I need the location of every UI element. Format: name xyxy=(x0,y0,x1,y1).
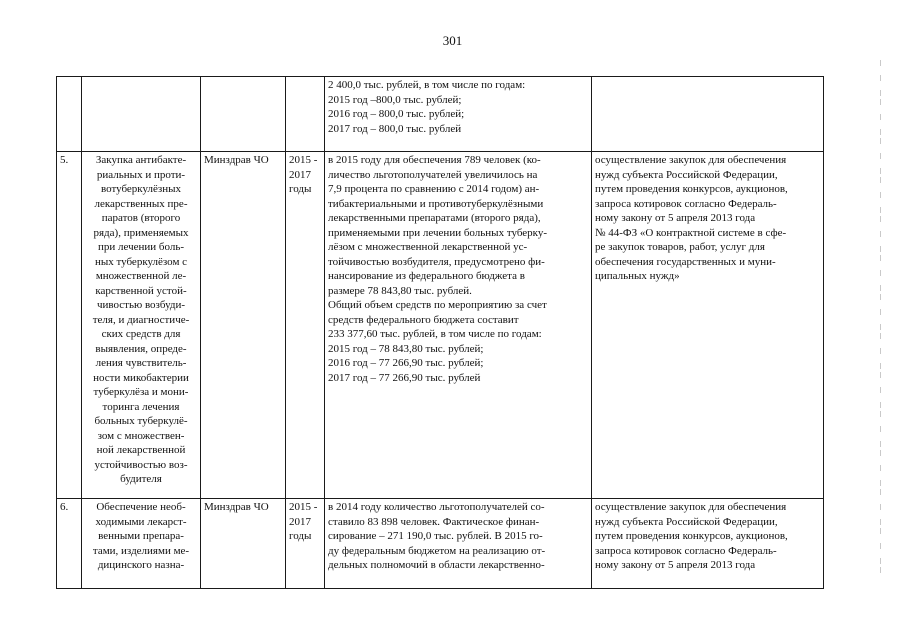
scan-mark xyxy=(880,528,881,534)
text-line: ставило 83 898 человек. Фактическое финан- xyxy=(328,515,540,528)
scan-mark xyxy=(880,75,881,81)
period xyxy=(286,77,325,152)
name-line: будителя xyxy=(120,473,162,485)
scan-mark xyxy=(880,216,881,222)
name-line: венными препара- xyxy=(98,530,184,542)
text-line: дельных полномочий в области лекарственно- xyxy=(328,559,545,571)
text-line: тибактериальными и противотуберкулёзными xyxy=(328,197,544,210)
period xyxy=(286,152,325,499)
text-line: размере 78 843,80 тыс. рублей. xyxy=(328,284,472,297)
name-line: чивостью возбуди- xyxy=(96,299,186,311)
scan-mark xyxy=(880,543,881,549)
measure-name xyxy=(82,77,201,152)
method-line: обеспечения государственных и муни- xyxy=(595,255,776,268)
scan-mark xyxy=(880,363,881,369)
name-line: торинга лечения xyxy=(102,400,180,413)
method-line: путем проведения конкурсов, аукционов, xyxy=(595,530,788,542)
executor: Минздрав ЧО xyxy=(201,499,286,589)
scan-mark xyxy=(880,168,881,174)
scan-mark xyxy=(880,138,881,144)
scan-mark xyxy=(880,309,881,315)
scan-mark xyxy=(880,567,881,573)
scan-mark xyxy=(880,411,881,417)
scan-mark xyxy=(880,324,881,330)
name-line: ных туберкулёзом с xyxy=(94,255,188,268)
row-number: 5. xyxy=(57,152,82,499)
text-line: 2016 год – 800,0 тыс. рублей; xyxy=(328,108,465,120)
scan-mark xyxy=(880,480,881,486)
scan-mark xyxy=(880,246,881,252)
implementation-method xyxy=(592,499,824,589)
scan-mark xyxy=(880,294,881,300)
text-line: ду федеральным бюджетом на реализацию от- xyxy=(328,544,546,557)
measure-description xyxy=(325,152,592,499)
text-line: применяемыми при лечении больных туберку- xyxy=(328,226,548,239)
scan-mark xyxy=(880,372,881,378)
method-line: осуществление закупок для обеспечения xyxy=(595,154,787,166)
name-line: ной лекарственной xyxy=(96,444,186,456)
text-line: 7,9 процента по сравнению с 2014 годом) ан- xyxy=(328,183,540,195)
method-line: нужд субъекта Российской Федерации, xyxy=(595,515,778,528)
text-line: 2015 год – 78 843,80 тыс. рублей; xyxy=(328,342,484,355)
scan-mark xyxy=(880,192,881,198)
text-line: 2 400,0 тыс. рублей, в том числе по годам: xyxy=(328,79,526,91)
scan-mark xyxy=(880,426,881,432)
measure-description xyxy=(325,499,592,589)
executor: Минздрав ЧО xyxy=(201,152,286,499)
scan-mark xyxy=(880,285,881,291)
table-row xyxy=(57,77,824,152)
name-line: карственной устой- xyxy=(95,284,187,297)
scan-mark xyxy=(880,441,881,447)
implementation-method xyxy=(592,152,824,499)
text-line: в 2014 году количество льготополучателей со- xyxy=(328,501,545,513)
period-line: 2015 - xyxy=(289,501,318,513)
name-line: риальных и проти- xyxy=(96,168,186,181)
program-table xyxy=(56,76,824,589)
method-line: путем проведения конкурсов, аукционов, xyxy=(595,183,788,195)
table-row xyxy=(57,499,824,589)
name-line: ления чувствитель- xyxy=(95,357,187,369)
text-line: лёзом с множественной лекарственной ус- xyxy=(328,241,528,253)
scan-mark xyxy=(880,489,881,495)
measure-description xyxy=(325,77,592,152)
name-line: ности микобактерии xyxy=(93,371,189,384)
text-line: 233 377,60 тыс. рублей, в том числе по годам: xyxy=(328,328,542,340)
scan-mark xyxy=(880,129,881,135)
name-line: Закупка антибакте- xyxy=(95,154,187,166)
scan-mark xyxy=(880,519,881,525)
name-line: вотуберкулёзных xyxy=(100,183,182,195)
row-number xyxy=(57,77,82,152)
scan-mark xyxy=(880,177,881,183)
scan-mark xyxy=(880,207,881,213)
period-line: годы xyxy=(289,530,312,542)
text-line: средств федерального бюджета составит xyxy=(328,313,519,326)
scan-mark xyxy=(880,90,881,96)
name-line: ходимыми лекарст- xyxy=(95,515,187,528)
scan-mark xyxy=(880,99,881,105)
method-line: № 44-ФЗ «О контрактной системе в сфе- xyxy=(595,226,787,239)
text-line: личество льготополучателей увеличилось на xyxy=(328,168,538,181)
name-line: туберкулёза и мони- xyxy=(93,386,189,398)
text-line: сирование – 271 190,0 тыс. рублей. В 2015 го- xyxy=(328,530,543,542)
name-line: ряда), применяемых xyxy=(93,226,189,239)
name-line: выявления, опреде- xyxy=(95,342,187,355)
name-line: Обеспечение необ- xyxy=(96,501,186,513)
name-line: паратов (второго xyxy=(101,212,181,224)
scan-mark xyxy=(880,348,881,354)
scan-mark xyxy=(880,333,881,339)
method-line: осуществление закупок для обеспечения xyxy=(595,501,787,513)
name-line: тами, изделиями ме- xyxy=(92,544,190,557)
method-line: запроса котировок согласно Федераль- xyxy=(595,544,777,557)
scan-mark xyxy=(880,387,881,393)
method-line: ному закону от 5 апреля 2013 года xyxy=(595,559,756,571)
method-line: ре закупок товаров, работ, услуг для xyxy=(595,241,765,253)
row-number: 6. xyxy=(57,499,82,589)
scan-mark xyxy=(880,114,881,120)
period xyxy=(286,499,325,589)
scan-mark xyxy=(880,231,881,237)
period-line: годы xyxy=(289,183,312,195)
scan-mark xyxy=(880,465,881,471)
name-line: теля, и диагностиче- xyxy=(92,313,190,326)
method-line: нужд субъекта Российской Федерации, xyxy=(595,168,778,181)
name-line: зом с множествен- xyxy=(97,429,185,442)
name-line: лекарственных пре- xyxy=(94,197,188,210)
scan-mark xyxy=(880,153,881,159)
text-line: Общий объем средств по мероприятию за счет xyxy=(328,299,547,311)
scan-mark xyxy=(880,60,881,66)
scan-mark xyxy=(880,402,881,408)
method-line: запроса котировок согласно Федераль- xyxy=(595,197,777,210)
scan-mark xyxy=(880,255,881,261)
method-line: ципальных нужд» xyxy=(595,270,680,282)
text-line: 2015 год –800,0 тыс. рублей; xyxy=(328,93,462,106)
implementation-method xyxy=(592,77,824,152)
name-line: больных туберкулё- xyxy=(94,415,188,427)
name-line: множественной ле- xyxy=(95,270,187,282)
name-line: при лечении боль- xyxy=(97,241,185,253)
name-line: устойчивостью воз- xyxy=(94,458,188,471)
text-line: 2017 год – 800,0 тыс. рублей xyxy=(328,122,462,135)
text-line: 2017 год – 77 266,90 тыс. рублей xyxy=(328,371,481,384)
text-line: тойчивостью возбудителя, предусмотрено фи- xyxy=(328,255,545,268)
period-line: 2015 - xyxy=(289,154,318,166)
scan-edge-marks xyxy=(876,60,888,600)
table-row xyxy=(57,152,824,499)
period-line: 2017 xyxy=(289,168,311,181)
text-line: 2016 год – 77 266,90 тыс. рублей; xyxy=(328,357,484,369)
page-number: 301 xyxy=(442,33,463,48)
executor xyxy=(201,77,286,152)
text-line: лекарственными препаратами (второго ряда), xyxy=(328,212,541,224)
measure-name xyxy=(82,152,201,499)
scan-mark xyxy=(880,558,881,564)
period-line: 2017 xyxy=(289,515,311,528)
name-line: дицинского назна- xyxy=(97,559,185,571)
measure-name xyxy=(82,499,201,589)
text-line: в 2015 году для обеспечения 789 человек (ко- xyxy=(328,154,541,166)
scan-mark xyxy=(880,450,881,456)
scan-mark xyxy=(880,504,881,510)
scan-mark xyxy=(880,270,881,276)
name-line: ских средств для xyxy=(101,328,181,340)
text-line: нансирование из федерального бюджета в xyxy=(328,270,525,282)
method-line: ному закону от 5 апреля 2013 года xyxy=(595,212,756,224)
